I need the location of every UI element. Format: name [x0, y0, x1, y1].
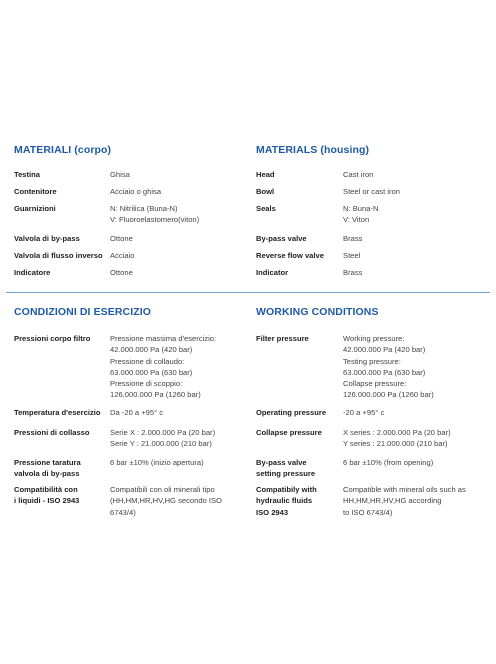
row-label-line: Collapse pressure — [256, 428, 322, 437]
row-value — [110, 186, 161, 197]
row-value-line: Testing pressure: — [343, 356, 401, 366]
row-value-line: V: Fluoroelastomero(viton) — [110, 215, 200, 225]
row-value-line: Acciaio o ghisa — [110, 187, 162, 196]
row-label-line: Pressione taratura — [14, 458, 81, 467]
row-value-line: Compatibili con oli minerali tipo — [110, 485, 215, 494]
row-value — [343, 203, 378, 226]
row-value-line: 63.000.000 Pa (630 bar) — [343, 367, 426, 377]
condizioni-section — [14, 306, 236, 517]
row-value-line: Compatible with mineral oils such as — [343, 485, 466, 494]
row-value-line: 6 bar ±10% (from opening) — [343, 458, 434, 467]
row-label-line: By-pass valve — [256, 234, 307, 243]
row-label — [256, 407, 326, 418]
row-value — [110, 203, 199, 226]
row-value-line: Working pressure: — [343, 334, 405, 343]
row-value — [343, 267, 362, 278]
row-value-line: Ottone — [110, 234, 133, 243]
row-value — [343, 427, 451, 450]
row-label — [14, 233, 80, 244]
row-label-line: Testina — [14, 170, 41, 179]
row-value-line: 126.000.000 Pa (1260 bar) — [343, 390, 434, 400]
row-value-line: 42.000.000 Pa (420 bar) — [110, 345, 193, 355]
row-value — [110, 267, 133, 278]
row-label-line: Bowl — [256, 187, 275, 196]
row-value-line: Pressione di collaudo: — [110, 356, 185, 366]
row-label — [256, 250, 324, 261]
row-value-line: 42.000.000 Pa (420 bar) — [343, 345, 426, 355]
row-label-line: Compatibilità con — [14, 485, 78, 494]
section-title: MATERIALI (corpo) — [14, 144, 112, 156]
row-label — [14, 186, 57, 197]
row-label-line: setting pressure — [256, 469, 316, 479]
row-value — [110, 484, 222, 518]
row-value — [110, 427, 215, 450]
section-title: WORKING CONDITIONS — [256, 306, 379, 318]
row-label-line: Valvola di flusso inverso — [14, 251, 103, 260]
row-value-line: V: Viton — [343, 215, 370, 225]
row-label — [14, 250, 103, 261]
row-value — [343, 407, 384, 418]
row-label-line: Seals — [256, 204, 276, 213]
row-value-line: N: Buna-N — [343, 204, 379, 213]
row-label — [14, 427, 90, 438]
row-label-line: hydraulic fluids — [256, 496, 313, 506]
row-value-line: Y series : 21.000.000 (210 bar) — [343, 439, 448, 449]
row-label-line: Guarnizioni — [14, 204, 56, 213]
row-value — [343, 250, 360, 261]
row-label-line: Contenitore — [14, 187, 57, 196]
row-value-line: HH,HM,HR,HV,HG according — [343, 496, 442, 506]
row-label-line: Reverse flow valve — [256, 251, 324, 260]
row-label-line: Indicatore — [14, 268, 51, 277]
row-value-line: Collapse pressure: — [343, 379, 407, 389]
row-value-line: 6 bar ±10% (inizio apertura) — [110, 458, 204, 467]
row-value-line: Serie X : 2.000.000 Pa (20 bar) — [110, 428, 216, 437]
row-value-line: 63.000.000 Pa (630 bar) — [110, 367, 193, 377]
row-value-line: Acciaio — [110, 251, 135, 260]
section-title: MATERIALS (housing) — [256, 144, 370, 156]
row-value-line: 126.000.000 Pa (1260 bar) — [110, 390, 201, 400]
row-value-line: Ottone — [110, 268, 133, 277]
row-value-line: Steel — [343, 251, 361, 260]
row-value-line: -20 a +95° c — [343, 408, 385, 417]
row-value — [343, 484, 466, 518]
row-label-line: Head — [256, 170, 275, 179]
row-value-line: Brass — [343, 234, 363, 243]
row-value — [110, 333, 216, 401]
row-value — [110, 169, 130, 180]
row-label-line: Pressioni corpo filtro — [14, 334, 91, 343]
row-label — [256, 203, 276, 214]
row-label — [14, 169, 40, 180]
row-label-line: Operating pressure — [256, 408, 327, 417]
row-label — [256, 169, 275, 180]
row-label — [14, 203, 56, 214]
row-value-line: Steel or cast iron — [343, 187, 400, 196]
row-value — [343, 457, 433, 468]
row-label-line: Pressioni di collasso — [14, 428, 90, 437]
row-label — [256, 233, 307, 244]
row-label — [14, 457, 81, 480]
row-label-line: Temperatura d'esercizio — [14, 408, 101, 417]
row-label-line: ISO 2943 — [256, 507, 289, 517]
row-value — [110, 457, 204, 468]
row-value-line: (HH,HM,HR,HV,HG secondo ISO — [110, 496, 222, 506]
row-value — [110, 407, 163, 418]
materiali-section — [14, 144, 236, 277]
row-value-line: Brass — [343, 268, 363, 277]
row-label — [14, 333, 90, 344]
row-label — [256, 333, 309, 344]
row-value-line: to ISO 6743/4) — [343, 507, 393, 517]
row-label — [256, 484, 317, 518]
row-label — [256, 427, 322, 438]
row-label — [256, 186, 274, 197]
row-value-line: Serie Y : 21.000.000 (210 bar) — [110, 439, 212, 449]
row-label-line: Filter pressure — [256, 334, 309, 343]
row-value-line: Pressione di scoppio: — [110, 379, 183, 389]
row-value-line: Pressione massima d'esercizio: — [110, 334, 217, 343]
row-label-line: Compatibily with — [256, 485, 317, 494]
section-title: CONDIZIONI DI ESERCIZIO — [14, 306, 152, 318]
row-value — [343, 333, 434, 401]
row-value — [343, 169, 373, 180]
row-label-line: valvola di by-pass — [14, 469, 80, 479]
row-label — [256, 457, 315, 480]
row-label — [256, 267, 288, 278]
row-label-line: i liquidi - ISO 2943 — [14, 496, 80, 506]
row-value — [343, 186, 400, 197]
row-label-line: Indicator — [256, 268, 289, 277]
row-value-line: N: Nitrilica (Buna-N) — [110, 204, 178, 213]
section-separator — [6, 292, 490, 293]
row-label-line: Valvola di by-pass — [14, 234, 80, 243]
row-value-line: Cast iron — [343, 170, 374, 179]
materials-section — [256, 144, 488, 277]
row-value-line: Da -20 a +95° c — [110, 408, 164, 417]
row-label — [14, 267, 50, 278]
working-section — [256, 306, 488, 517]
row-value — [110, 250, 134, 261]
row-label — [14, 484, 79, 507]
row-value-line: X series : 2.000.000 Pa (20 bar) — [343, 428, 451, 437]
row-value — [110, 233, 133, 244]
row-value-line: 6743/4) — [110, 507, 136, 517]
row-label — [14, 407, 101, 418]
row-value-line: Ghisa — [110, 170, 130, 179]
row-value — [343, 233, 362, 244]
row-label-line: By-pass valve — [256, 458, 307, 467]
